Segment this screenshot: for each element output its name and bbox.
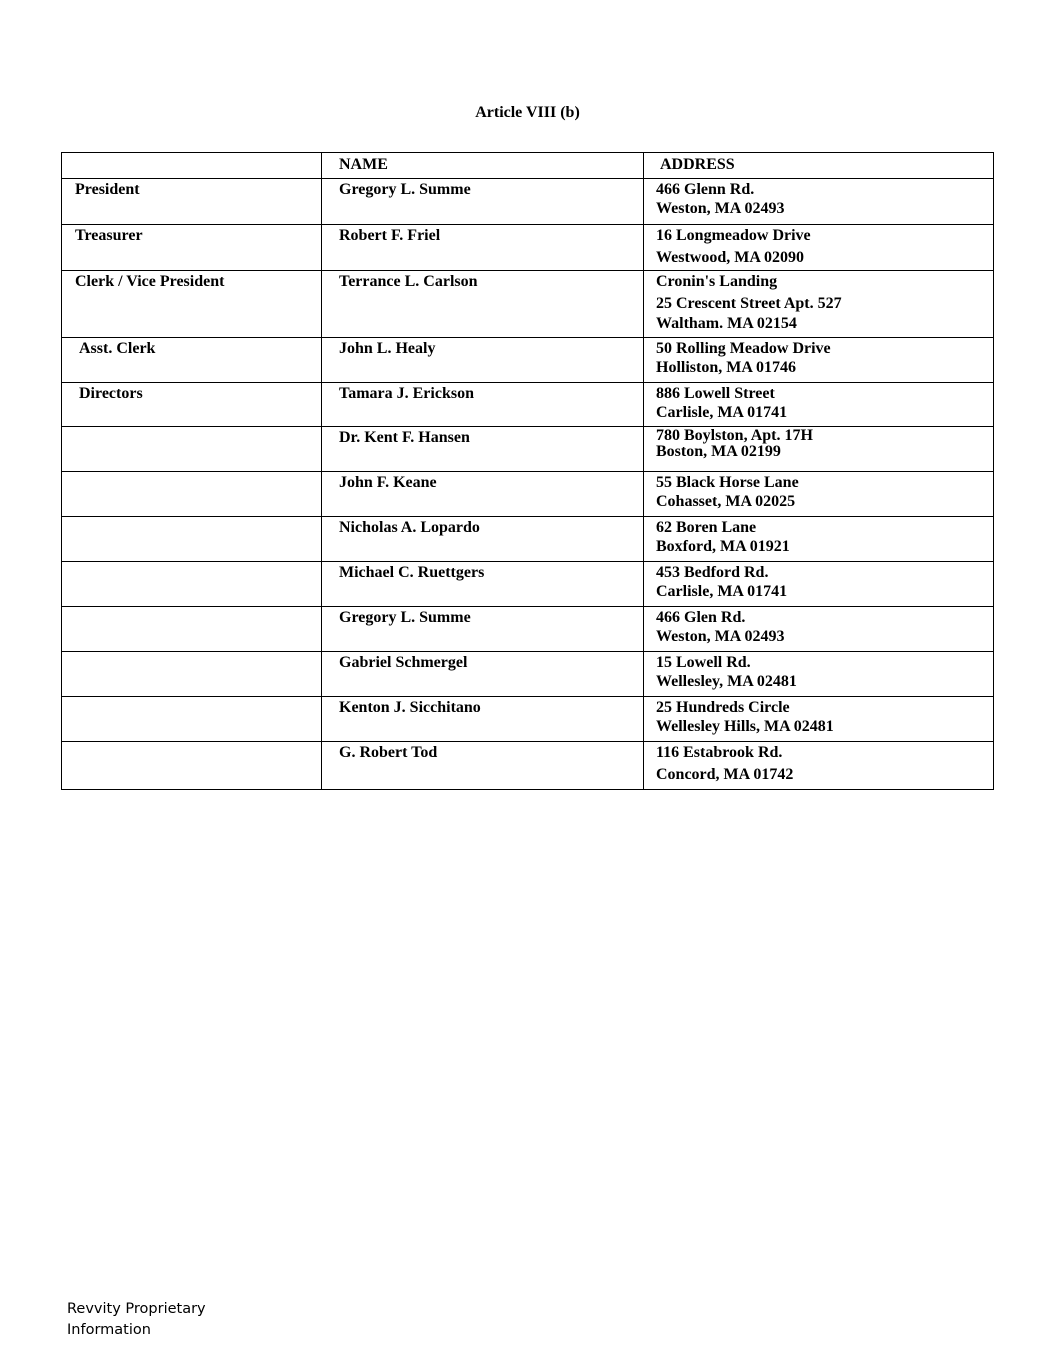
address-line: 16 Longmeadow Drive <box>656 227 811 244</box>
address-line: Westwood, MA 02090 <box>656 249 804 266</box>
person-name: G. Robert Tod <box>322 742 644 790</box>
table-row <box>62 472 994 517</box>
address-line: Waltham. MA 02154 <box>656 315 797 332</box>
address-line: Weston, MA 02493 <box>656 200 785 217</box>
person-name: John L. Healy <box>322 338 644 383</box>
address-cell <box>644 697 994 742</box>
officer-title: Directors <box>62 383 322 427</box>
officer-title: Treasurer <box>62 225 322 271</box>
address-line: 50 Rolling Meadow Drive <box>656 340 831 357</box>
address-line: 780 Boylston, Apt. 17H <box>656 427 813 444</box>
address-cell <box>644 742 994 790</box>
address-cell <box>644 383 994 427</box>
officer-title: Asst. Clerk <box>62 338 322 383</box>
officer-title <box>62 562 322 607</box>
address-line: 25 Crescent Street Apt. 527 <box>656 295 842 312</box>
address-cell <box>644 562 994 607</box>
table-row <box>62 225 994 271</box>
officer-title <box>62 697 322 742</box>
address-line: Concord, MA 01742 <box>656 766 794 783</box>
address-line: Cronin's Landing <box>656 273 778 290</box>
officer-title <box>62 427 322 472</box>
address-line: Cohasset, MA 02025 <box>656 493 796 510</box>
address-line: 453 Bedford Rd. <box>656 564 769 581</box>
address-line: Wellesley, MA 02481 <box>656 673 797 690</box>
address-cell <box>644 225 994 271</box>
officer-title: Clerk / Vice President <box>62 271 322 338</box>
address-cell <box>644 179 994 225</box>
officer-title <box>62 742 322 790</box>
person-name: Robert F. Friel <box>322 225 644 271</box>
address-cell <box>644 271 994 338</box>
table-row <box>62 179 994 225</box>
officer-title <box>62 472 322 517</box>
address-line: 466 Glen Rd. <box>656 609 746 626</box>
header-name: NAME <box>322 153 644 179</box>
address-line: Boxford, MA 01921 <box>656 538 790 555</box>
officer-title: President <box>62 179 322 225</box>
officer-title <box>62 607 322 652</box>
address-line: 15 Lowell Rd. <box>656 654 751 671</box>
table-row <box>62 338 994 383</box>
address-line: 62 Boren Lane <box>656 519 757 536</box>
person-name: Gregory L. Summe <box>322 179 644 225</box>
address-cell <box>644 427 994 472</box>
table-row <box>62 427 994 472</box>
person-name: Terrance L. Carlson <box>322 271 644 338</box>
person-name: Kenton J. Sicchitano <box>322 697 644 742</box>
officer-title <box>62 652 322 697</box>
person-name: Michael C. Ruettgers <box>322 562 644 607</box>
table-row <box>62 383 994 427</box>
person-name: John F. Keane <box>322 472 644 517</box>
table-row <box>62 607 994 652</box>
person-name: Dr. Kent F. Hansen <box>322 427 644 472</box>
table-row <box>62 652 994 697</box>
address-line: Boston, MA 02199 <box>656 443 781 460</box>
page-title: Article VIII (b) <box>475 104 580 121</box>
person-name: Gabriel Schmergel <box>322 652 644 697</box>
address-line: 55 Black Horse Lane <box>656 474 799 491</box>
footer-line: Information <box>67 1322 151 1338</box>
officer-title <box>62 517 322 562</box>
address-cell <box>644 472 994 517</box>
table-row <box>62 697 994 742</box>
page-footer <box>67 1299 206 1341</box>
table-row <box>62 271 994 338</box>
address-cell <box>644 652 994 697</box>
address-line: 25 Hundreds Circle <box>656 699 790 716</box>
header-address: ADDRESS <box>644 153 994 179</box>
table-row <box>62 517 994 562</box>
table-header-row <box>62 153 994 179</box>
address-line: 116 Estabrook Rd. <box>656 744 783 761</box>
address-line: Wellesley Hills, MA 02481 <box>656 718 834 735</box>
address-line: Holliston, MA 01746 <box>656 359 797 376</box>
address-line: Carlisle, MA 01741 <box>656 404 788 421</box>
person-name: Nicholas A. Lopardo <box>322 517 644 562</box>
person-name: Tamara J. Erickson <box>322 383 644 427</box>
address-line: Carlisle, MA 01741 <box>656 583 788 600</box>
address-cell <box>644 338 994 383</box>
address-line: Weston, MA 02493 <box>656 628 785 645</box>
header-title-cell <box>62 153 322 179</box>
officers-directors-table <box>61 152 994 790</box>
table-row <box>62 742 994 790</box>
address-cell <box>644 607 994 652</box>
address-line: 886 Lowell Street <box>656 385 775 402</box>
table-row <box>62 562 994 607</box>
address-cell <box>644 517 994 562</box>
person-name: Gregory L. Summe <box>322 607 644 652</box>
footer-line: Revvity Proprietary <box>67 1301 206 1317</box>
address-line: 466 Glenn Rd. <box>656 181 755 198</box>
